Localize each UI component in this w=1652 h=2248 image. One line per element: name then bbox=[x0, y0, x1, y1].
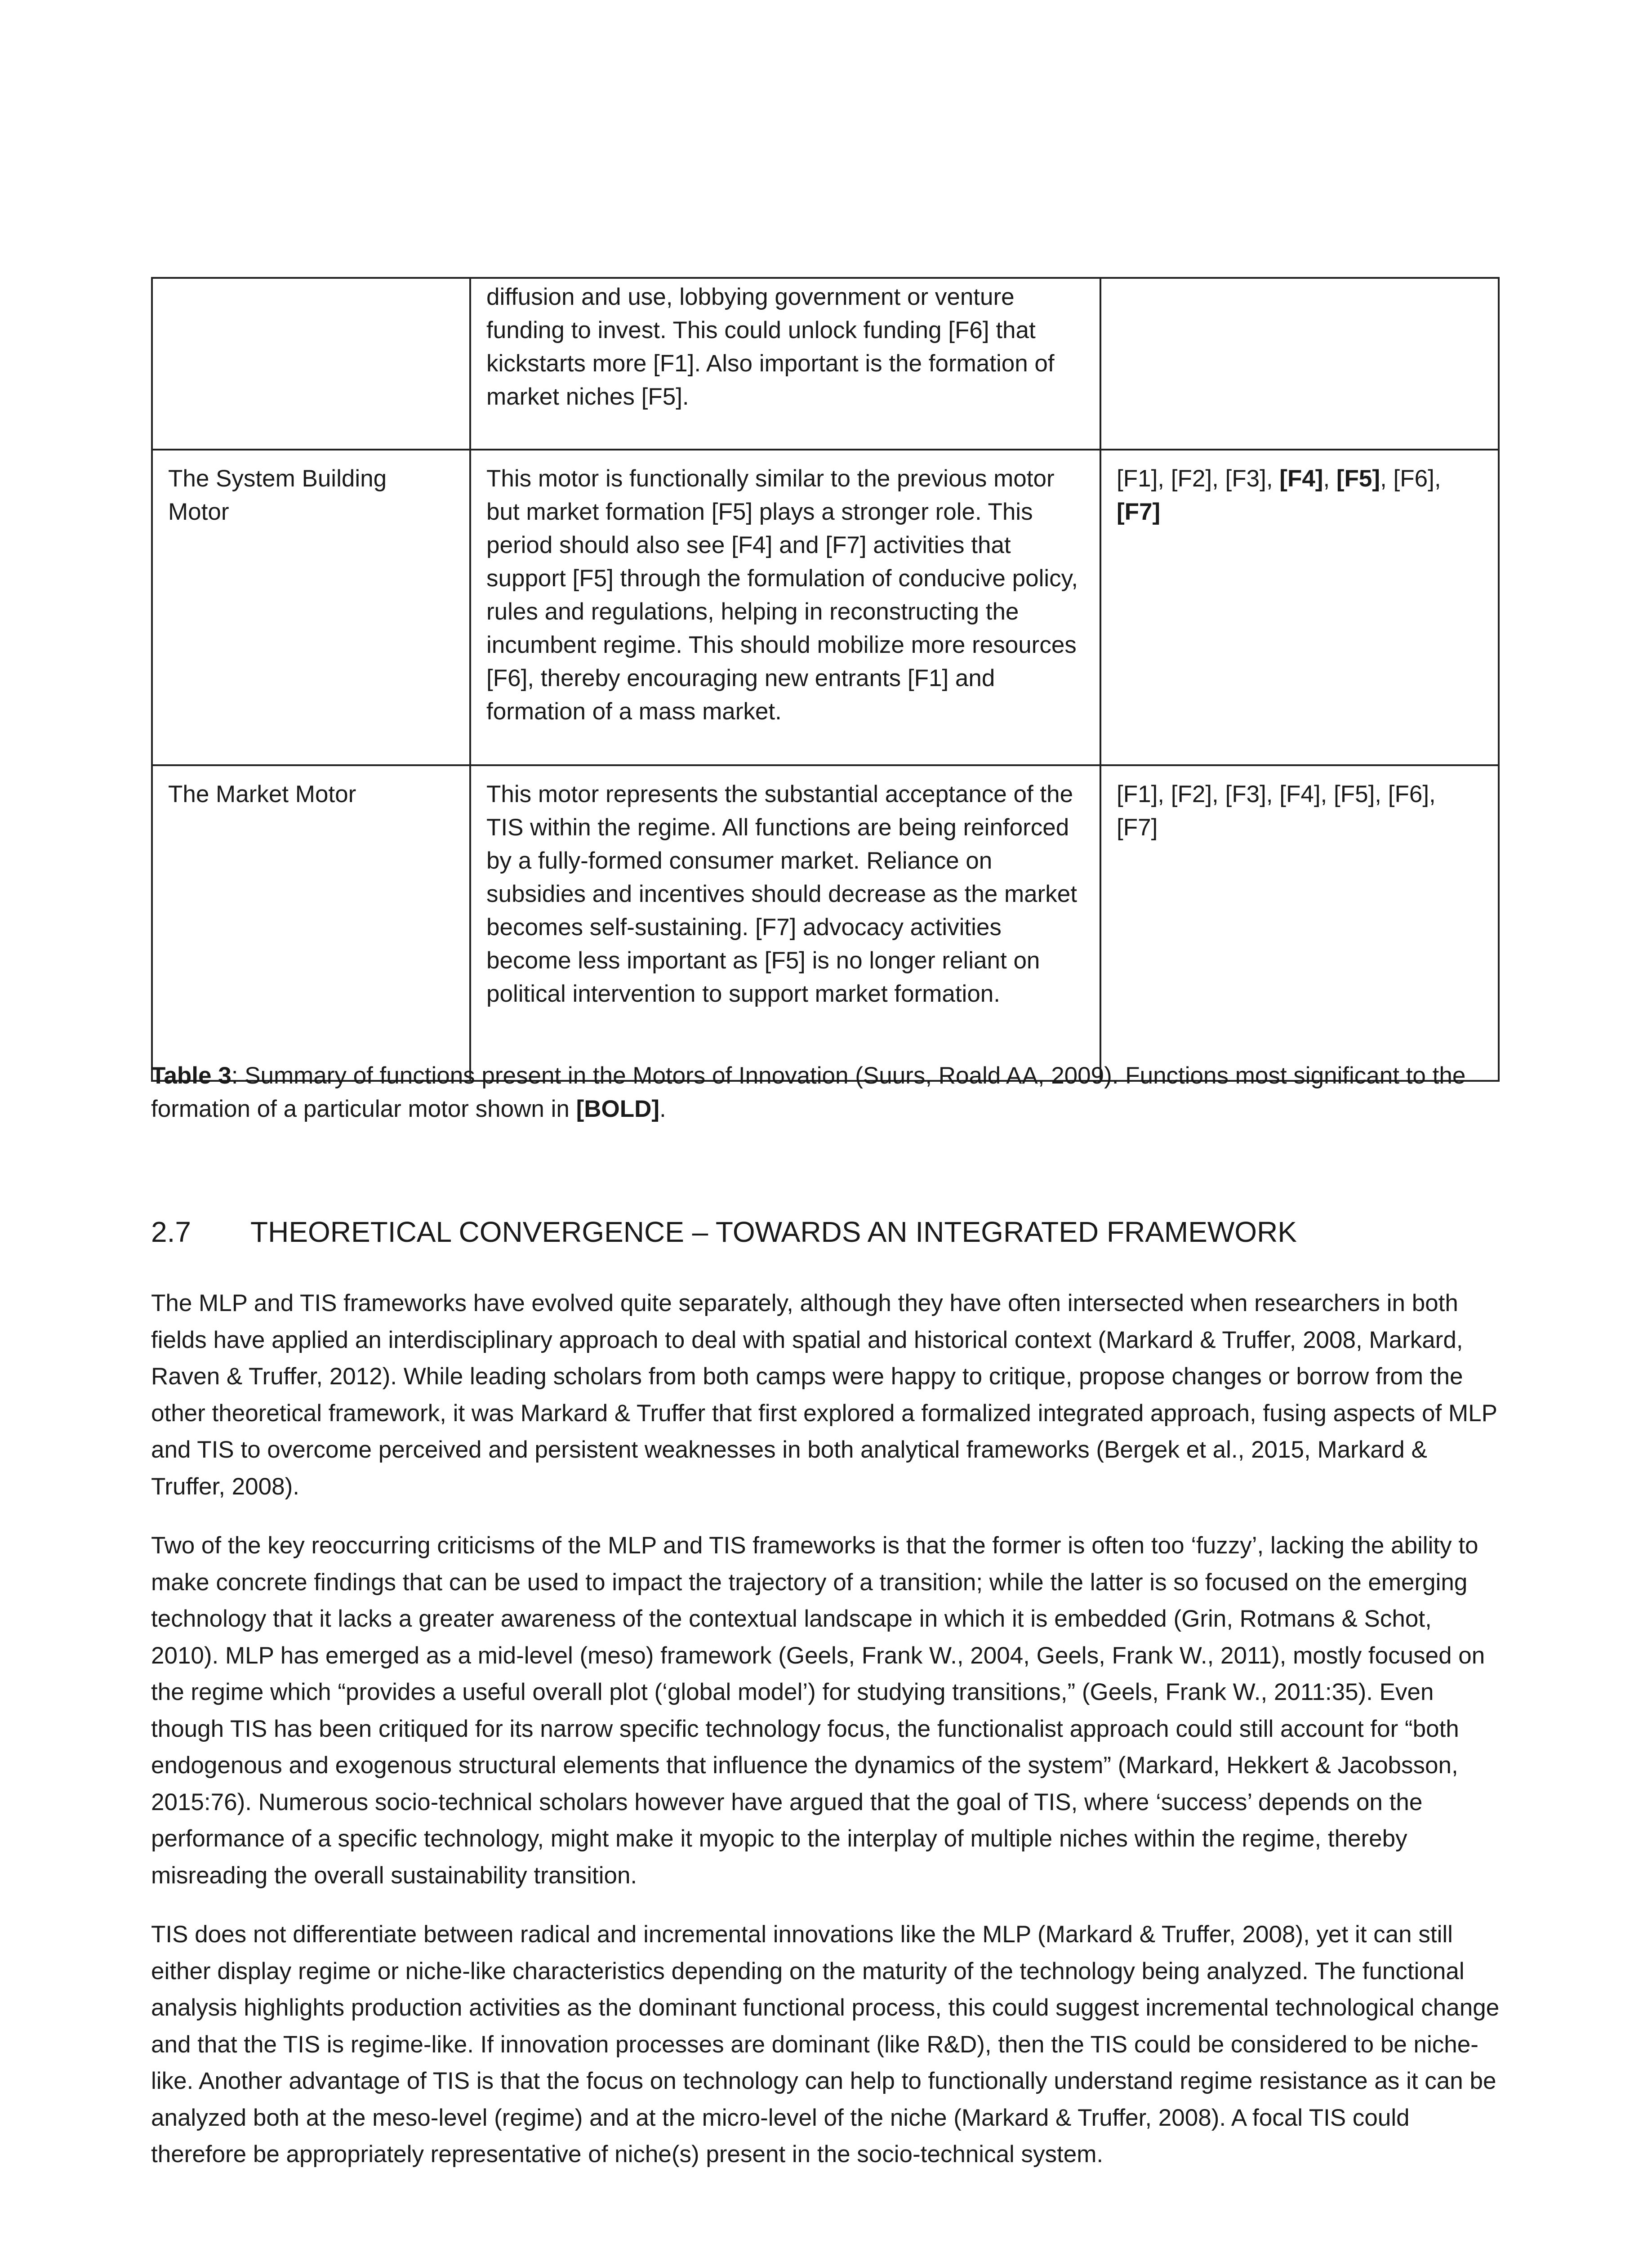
motors-table bbox=[151, 277, 1500, 1082]
motor-functions-cell bbox=[1100, 450, 1499, 765]
motor-name-cell: The Market Motor bbox=[152, 765, 470, 1081]
motor-description-cell: This motor is functionally similar to the previous motor but market formation [F5] plays a stronger role. This period should also see [F4] and [F7] activities that support [F5] through the formulation of conducive policy, rules and regulations, helping in reconstructing the incumbent regime. This should mobilize more resources [F6], thereby encouraging new entrants [F1] and formation of a mass market. bbox=[470, 450, 1100, 765]
function-f2: [F2], bbox=[1171, 465, 1225, 492]
table-row bbox=[152, 765, 1499, 1081]
caption-bold-term: [BOLD] bbox=[576, 1096, 660, 1122]
motor-description-cell: This motor represents the substantial acceptance of the TIS within the regime. All functions are being reinforced by a fully-formed consumer market. Reliance on subsidies and incentives should decrease as the market becomes self-sustaining. [F7] advocacy activities become less important as [F5] is no longer reliant on political intervention to support market formation. bbox=[470, 765, 1100, 1081]
caption-text: : Summary of functions present in the Motors of Innovation (Suurs, Roald AA, 2009). Functions most significant to the formation of a particular motor shown in bbox=[151, 1062, 1466, 1122]
motor-name-cell bbox=[152, 278, 470, 450]
caption-end: . bbox=[659, 1096, 666, 1122]
table-caption bbox=[151, 1059, 1500, 1126]
section-number: 2.7 bbox=[151, 1216, 191, 1248]
function-f4-significant: [F4] bbox=[1279, 465, 1323, 492]
function-f6: [F6], bbox=[1393, 465, 1441, 492]
function-separator: , bbox=[1323, 465, 1336, 492]
body-paragraph: TIS does not differentiate between radical and incremental innovations like the MLP (Markard & Truffer, 2008), yet it can still either display regime or niche-like characteristics depending on the maturity of the technology being analyzed. The functional analysis highlights production activities as the dominant functional process, this could suggest incremental technological change and that the TIS is regime-like. If innovation processes are dominant (like R&D), then the TIS could be considered to be niche-like. Another advantage of TIS is that the focus on technology can help to functionally understand regime resistance as it can be analyzed both at the meso-level (regime) and at the micro-level of the niche (Markard & Truffer, 2008). A focal TIS could therefore be appropriately representative of niche(s) present in the socio-technical system. bbox=[151, 1921, 1500, 2168]
section-heading bbox=[151, 1214, 1500, 1250]
body-paragraph: The MLP and TIS frameworks have evolved quite separately, although they have often intersected when researchers in both fields have applied an interdisciplinary approach to deal with spatial and historical context (Markard & Truffer, 2008, Markard, Raven & Truffer, 2012). While leading scholars from both camps were happy to critique, propose changes or borrow from the other theoretical framework, it was Markard & Truffer that first explored a formalized integrated approach, fusing aspects of MLP and TIS to overcome perceived and persistent weaknesses in both analytical frameworks (Bergek et al., 2015, Markard & Truffer, 2008). bbox=[151, 1290, 1497, 1500]
function-separator: , bbox=[1380, 465, 1394, 492]
motor-description-cell: diffusion and use, lobbying government or venture funding to invest. This could unlock funding [F6] that kickstarts more [F1]. Also important is the formation of market niches [F5]. bbox=[470, 278, 1100, 450]
motor-functions-cell: [F1], [F2], [F3], [F4], [F5], [F6], [F7] bbox=[1100, 765, 1499, 1081]
function-f1: [F1], bbox=[1117, 465, 1171, 492]
motor-functions-cell bbox=[1100, 278, 1499, 450]
table-row bbox=[152, 278, 1499, 450]
caption-label: Table 3 bbox=[151, 1062, 232, 1089]
section-title: THEORETICAL CONVERGENCE – TOWARDS AN INTEGRATED FRAMEWORK bbox=[250, 1216, 1297, 1248]
function-f7-significant: [F7] bbox=[1117, 499, 1161, 525]
table-row bbox=[152, 450, 1499, 765]
motor-name-cell: The System Building Motor bbox=[152, 450, 470, 765]
function-f3: [F3], bbox=[1225, 465, 1280, 492]
body-paragraph: Two of the key reoccurring criticisms of the MLP and TIS frameworks is that the former is often too ‘fuzzy’, lacking the ability to make concrete findings that can be used to impact the trajectory of a transition; while the latter is so focused on the emerging technology that it lacks a greater awareness of the contextual landscape in which it is embedded (Grin, Rotmans & Schot, 2010). MLP has emerged as a mid-level (meso) framework (Geels, Frank W., 2004, Geels, Frank W., 2011), mostly focused on the regime which “provides a useful overall plot (‘global model’) for studying transitions,” (Geels, Frank W., 2011:35). Even though TIS has been critiqued for its narrow specific technology focus, the functionalist approach could still account for “both endogenous and exogenous structural elements that influence the dynamics of the system” (Markard, Hekkert & Jacobsson, 2015:76). Numerous socio-technical scholars however have argued that the goal of TIS, where ‘success’ depends on the performance of a specific technology, might make it myopic to the interplay of multiple niches within the regime, thereby misreading the overall sustainability transition. bbox=[151, 1532, 1485, 1889]
function-f5-significant: [F5] bbox=[1336, 465, 1380, 492]
